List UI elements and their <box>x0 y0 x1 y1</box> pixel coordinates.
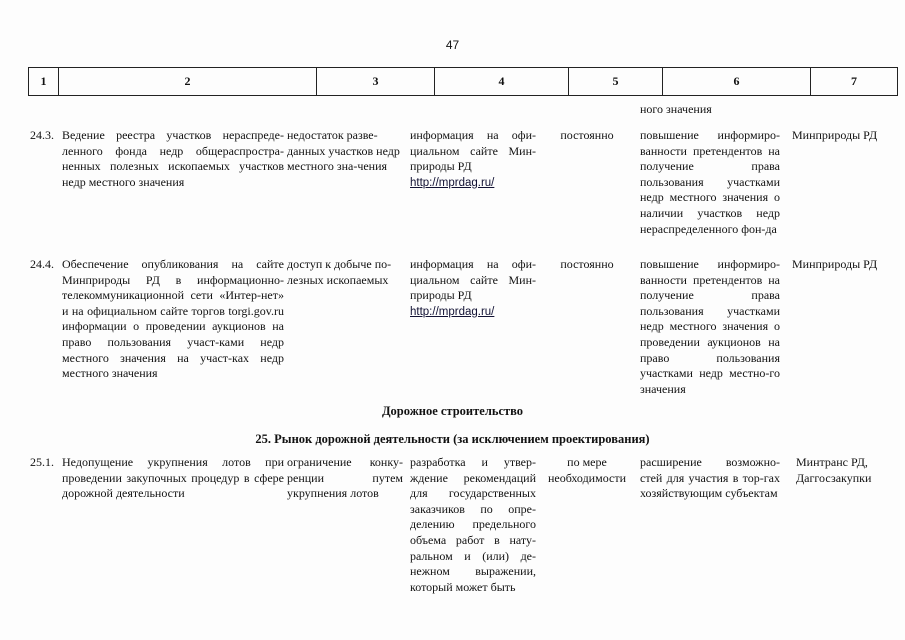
row-action <box>410 257 536 320</box>
row-term: постоянно <box>560 257 614 271</box>
row-link[interactable]: http://mprdag.ru/ <box>410 176 495 189</box>
row-result: расширение возможно-стей для участия в тор-гах хозяйствующим субъектам <box>640 455 780 501</box>
row-action: разработка и утвер-ждение рекомендаций для государственных заказчиков по опре-делению предельного объема работ в нату-ральном и (или) де-нежном выражении, который может быть <box>410 455 536 594</box>
table-header <box>28 67 898 96</box>
row-action-text: информация на офи-циальном сайте Мин-природы РД <box>410 128 536 174</box>
row-measure: Ведение реестра участков нераспреде-ленного фонда недр общераспростра-ненных полезных ископаемых участков недр местного значения <box>62 128 284 189</box>
row-number: 24.4. <box>30 257 54 271</box>
row-action <box>410 128 536 191</box>
row-number: 25.1. <box>30 455 54 469</box>
row-problem: доступ к добыче по-лезных ископаемых <box>287 257 392 287</box>
row-result: повышение информиро-ванности претендентов на получение права пользования участками недр местного значения о проведении аукционов на право пользования участками недр местно-го значения <box>640 257 780 396</box>
row-action-text: информация на офи-циальном сайте Мин-природы РД <box>410 257 536 303</box>
row-executor: Минтранс РД, Даггосзакупки <box>796 455 872 485</box>
header-col-5: 5 <box>568 68 662 95</box>
section-title: Дорожное строительство <box>381 404 524 418</box>
page-number: 47 <box>445 38 460 52</box>
row-term: постоянно <box>560 128 614 142</box>
continuation-text: ного значения <box>640 102 712 116</box>
row-problem: недостаток разве-данных участков недр местного зна-чения <box>287 128 400 174</box>
row-result: повышение информиро-ванности претендентов на получение права пользования участками недр местного значения о наличии участков недр нераспределенного фон-да <box>640 128 780 236</box>
row-measure: Недопущение укрупнения лотов при проведении закупочных процедур в сфере дорожной деятельности <box>62 455 284 501</box>
row-link[interactable]: http://mprdag.ru/ <box>410 305 495 318</box>
header-col-2: 2 <box>58 68 316 95</box>
header-col-6: 6 <box>662 68 810 95</box>
row-executor: Минприроды РД <box>792 128 878 142</box>
row-number: 24.3. <box>30 128 54 142</box>
row-executor: Минприроды РД <box>792 257 878 271</box>
header-col-1: 1 <box>28 68 58 95</box>
header-col-3: 3 <box>316 68 434 95</box>
subsection-title: 25. Рынок дорожной деятельности (за исключением проектирования) <box>255 432 650 446</box>
row-term: по мере необходимости <box>547 455 626 485</box>
header-col-7: 7 <box>810 68 898 95</box>
row-problem: ограничение конку-ренции путем укрупнения лотов <box>287 455 403 501</box>
row-measure: Обеспечение опубликования на сайте Минприроды РД в информационно-телекоммуникационной сети «Интер-нет» и на официальном сайте торгов torgi.gov.ru информации о проведении аукционов на право пользования участ-ками недр местного значения на участ-ках недр местного значения <box>62 257 284 381</box>
header-col-4: 4 <box>434 68 568 95</box>
